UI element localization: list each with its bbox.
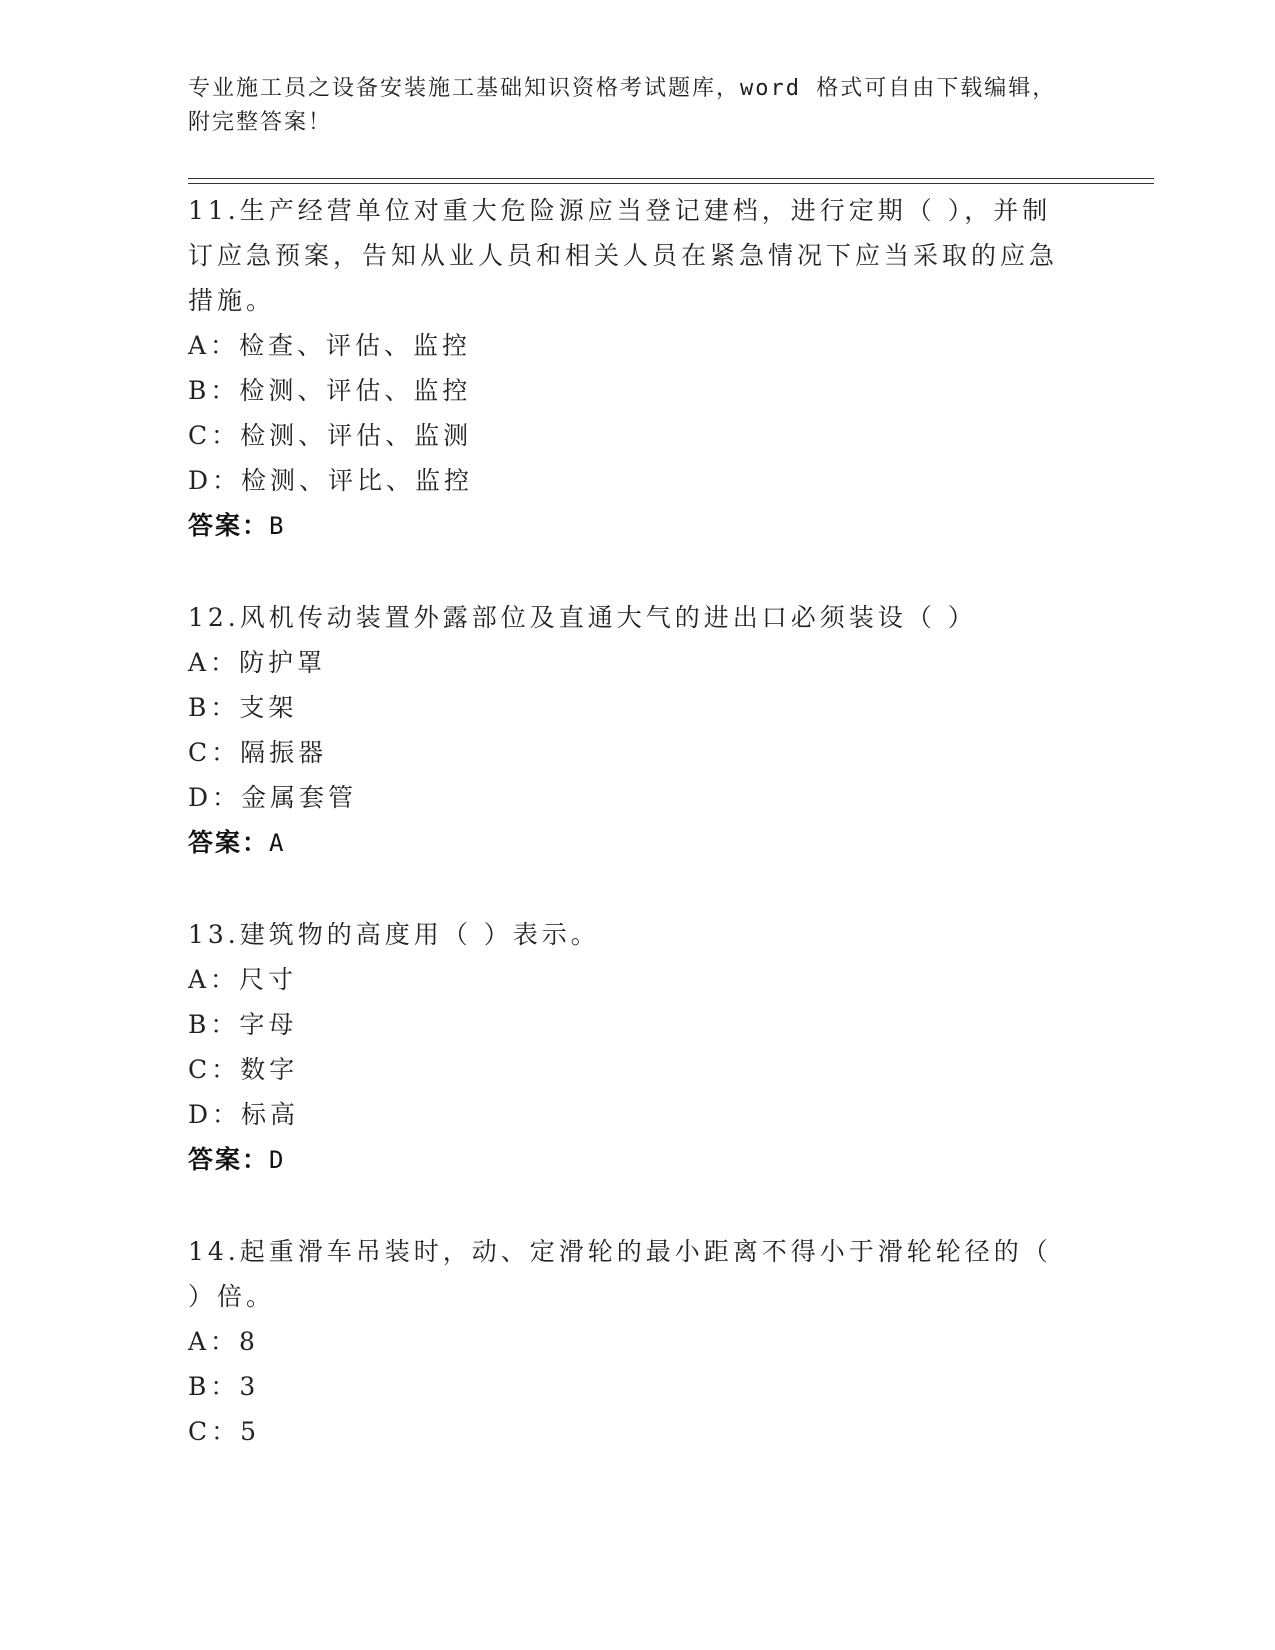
document-header	[188, 72, 1138, 140]
question-11	[188, 188, 1068, 549]
question-list	[188, 188, 1068, 1500]
answer	[188, 820, 1068, 866]
answer	[188, 503, 1068, 549]
option-a: A：检查、评估、监控	[188, 331, 472, 360]
header-divider-bottom	[188, 183, 1154, 184]
option-c: C：检测、评估、监测	[188, 421, 473, 450]
answer-label: 答案：	[188, 828, 270, 857]
option-b: B：检测、评估、监控	[188, 376, 472, 405]
option-b: B：字母	[188, 1010, 298, 1039]
header-line-2: 附完整答案！	[188, 110, 333, 135]
option-d: D：标高	[188, 1100, 300, 1129]
option-b: B：支架	[188, 693, 298, 722]
option-b: B：3	[188, 1372, 260, 1401]
question-text: 14.起重滑车吊装时，动、定滑轮的最小距离不得小于滑轮轮径的（ ）倍。	[188, 1237, 1052, 1311]
option-a: A：尺寸	[188, 965, 298, 994]
answer-value: A	[269, 829, 286, 857]
question-text: 13.建筑物的高度用（ ）表示。	[188, 920, 600, 949]
option-c: C：5	[188, 1417, 261, 1446]
question-14	[188, 1229, 1068, 1454]
option-a: A：防护罩	[188, 648, 327, 677]
answer-label: 答案：	[188, 511, 270, 540]
question-12	[188, 595, 1068, 866]
answer	[188, 1137, 1068, 1183]
question-13	[188, 912, 1068, 1183]
option-c: C：隔振器	[188, 738, 328, 767]
option-d: D：检测、评比、监控	[188, 466, 474, 495]
option-d: D：金属套管	[188, 783, 358, 812]
answer-value: D	[269, 1146, 286, 1174]
option-a: A：8	[188, 1327, 259, 1356]
answer-label: 答案：	[188, 1145, 270, 1174]
option-c: C：数字	[188, 1055, 299, 1084]
answer-value: B	[269, 512, 286, 540]
question-text: 11.生产经营单位对重大危险源应当登记建档，进行定期（ ），并制订应急预案，告知从业人员和相关人员在紧急情况下应当采取的应急措施。	[188, 196, 1059, 315]
header-divider-top	[188, 178, 1154, 179]
header-line-1: 专业施工员之设备安装施工基础知识资格考试题库，word 格式可自由下载编辑，	[188, 76, 1057, 101]
question-text: 12.风机传动装置外露部位及直通大气的进出口必须装设（ ）	[188, 603, 977, 632]
